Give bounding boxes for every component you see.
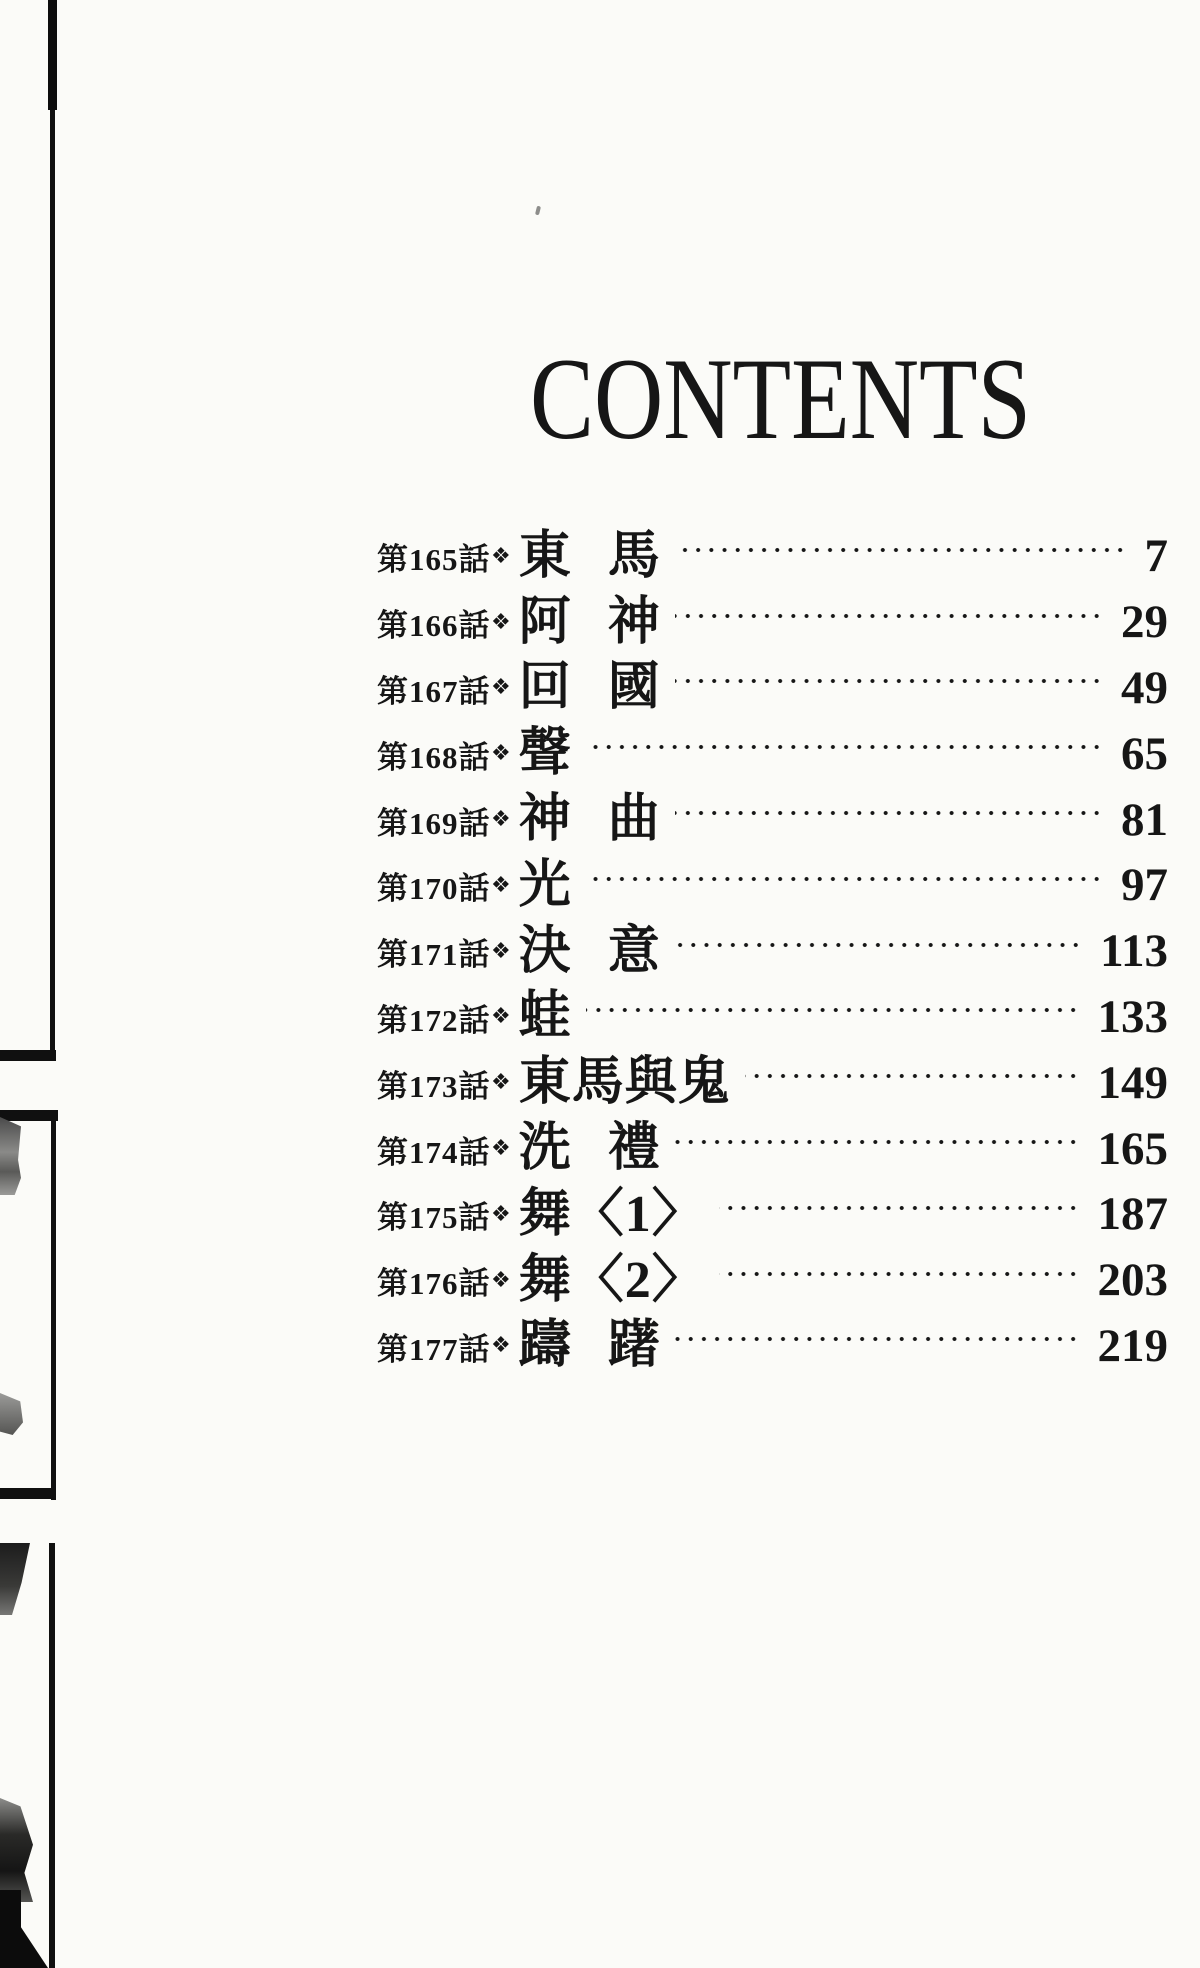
chapter-title: 東馬與鬼 — [518, 1054, 731, 1112]
dotted-leader — [719, 1267, 1080, 1281]
diamond-icon: ❖ — [491, 609, 511, 635]
diamond-icon: ❖ — [491, 675, 511, 701]
dotted-leader — [675, 938, 1082, 952]
chapter-title: 阿 神 — [518, 593, 661, 651]
toc-entry-row — [377, 1116, 1168, 1182]
toc-entry-row — [377, 1248, 1168, 1314]
page-edge-bottom-flare — [0, 1926, 48, 1968]
diamond-icon: ❖ — [491, 741, 511, 767]
toc-entry-row — [377, 590, 1168, 656]
dotted-leader — [719, 1201, 1080, 1215]
page-number: 149 — [1097, 1056, 1168, 1109]
toc-entry-row — [377, 1050, 1168, 1116]
chapter-number-label: 第172話 — [377, 1002, 491, 1038]
toc-entry-row — [377, 985, 1168, 1051]
chapter-number-label: 第175話 — [377, 1200, 491, 1236]
toc-entry-row — [377, 787, 1168, 853]
chapter-number-label: 第167話 — [377, 673, 491, 709]
dotted-leader — [745, 1069, 1080, 1083]
diamond-icon: ❖ — [491, 1070, 511, 1096]
page-number: 81 — [1121, 793, 1168, 846]
dotted-leader — [675, 1135, 1080, 1149]
toc-entry-row — [377, 1182, 1168, 1248]
page-edge-line-middle — [51, 1110, 56, 1500]
dotted-leader — [675, 806, 1103, 820]
chapter-title: 躊 躇 — [518, 1317, 661, 1375]
diamond-icon: ❖ — [491, 1267, 511, 1293]
page-edge-corner-foot-1 — [0, 1050, 56, 1061]
page-number: 187 — [1097, 1188, 1168, 1241]
chapter-number-label: 第168話 — [377, 739, 491, 775]
page-number: 113 — [1100, 925, 1168, 978]
page-number: 203 — [1097, 1254, 1168, 1307]
chapter-number-label: 第176話 — [377, 1266, 491, 1302]
chapter-title: 神 曲 — [518, 791, 661, 849]
diamond-icon: ❖ — [491, 1201, 511, 1227]
diamond-icon: ❖ — [491, 1136, 511, 1162]
page-number: 49 — [1121, 661, 1168, 714]
page-edge-smudge-3 — [0, 1543, 30, 1615]
page-number: 7 — [1144, 530, 1168, 583]
page-edge-smudge-2 — [0, 1393, 23, 1435]
page-edge-line-bottom — [49, 1543, 55, 1968]
page-edge-smudge-4 — [0, 1798, 33, 1902]
page-edge-corner-bar — [0, 1110, 58, 1121]
diamond-icon: ❖ — [491, 1333, 511, 1359]
toc-entry-row — [377, 919, 1168, 985]
scan-speck — [535, 206, 541, 216]
toc-entry-row — [377, 524, 1168, 590]
dotted-leader — [675, 609, 1103, 623]
diamond-icon: ❖ — [491, 872, 511, 898]
dotted-leader — [675, 1332, 1080, 1346]
page-number: 29 — [1121, 596, 1168, 649]
page-edge-line-top — [50, 0, 55, 1058]
page-number: 165 — [1097, 1122, 1168, 1175]
page-number: 65 — [1121, 727, 1168, 780]
chapter-title: 光 — [518, 856, 572, 914]
diamond-icon: ❖ — [491, 543, 511, 569]
chapter-number-label: 第165話 — [377, 542, 491, 578]
chapter-number-label: 第174話 — [377, 1134, 491, 1170]
page-edge-smudge-1 — [0, 1117, 21, 1195]
diamond-icon: ❖ — [491, 938, 511, 964]
toc-entry-row — [377, 1314, 1168, 1380]
page-edge-corner-foot-2 — [0, 1488, 55, 1499]
dotted-leader — [675, 543, 1127, 557]
chapter-number-label: 第170話 — [377, 871, 491, 907]
dotted-leader — [586, 872, 1103, 886]
chapter-title: 回 國 — [518, 659, 661, 717]
dotted-leader — [586, 1003, 1080, 1017]
chapter-title: 東 馬 — [518, 527, 661, 585]
page-number: 219 — [1097, 1319, 1168, 1372]
chapter-number-label: 第173話 — [377, 1068, 491, 1104]
toc-entry-row — [377, 853, 1168, 919]
dotted-leader — [586, 740, 1103, 754]
chapter-number-label: 第171話 — [377, 937, 491, 973]
page-title: CONTENTS — [530, 335, 1032, 464]
chapter-title: 聲 — [518, 725, 572, 783]
toc-list — [377, 524, 1168, 1379]
diamond-icon: ❖ — [491, 1004, 511, 1030]
page-number: 133 — [1097, 990, 1168, 1043]
chapter-title: 舞〈1〉 — [518, 1185, 705, 1243]
chapter-title: 蛙 — [518, 988, 572, 1046]
toc-entry-row — [377, 656, 1168, 722]
chapter-number-label: 第169話 — [377, 805, 491, 841]
chapter-number-label: 第177話 — [377, 1331, 491, 1367]
chapter-title: 舞〈2〉 — [518, 1251, 705, 1309]
toc-entry-row — [377, 721, 1168, 787]
page-number: 97 — [1121, 859, 1168, 912]
dotted-leader — [675, 674, 1103, 688]
chapter-title: 決 意 — [518, 922, 661, 980]
chapter-title: 洗 禮 — [518, 1120, 661, 1178]
diamond-icon: ❖ — [491, 807, 511, 833]
chapter-number-label: 第166話 — [377, 608, 491, 644]
